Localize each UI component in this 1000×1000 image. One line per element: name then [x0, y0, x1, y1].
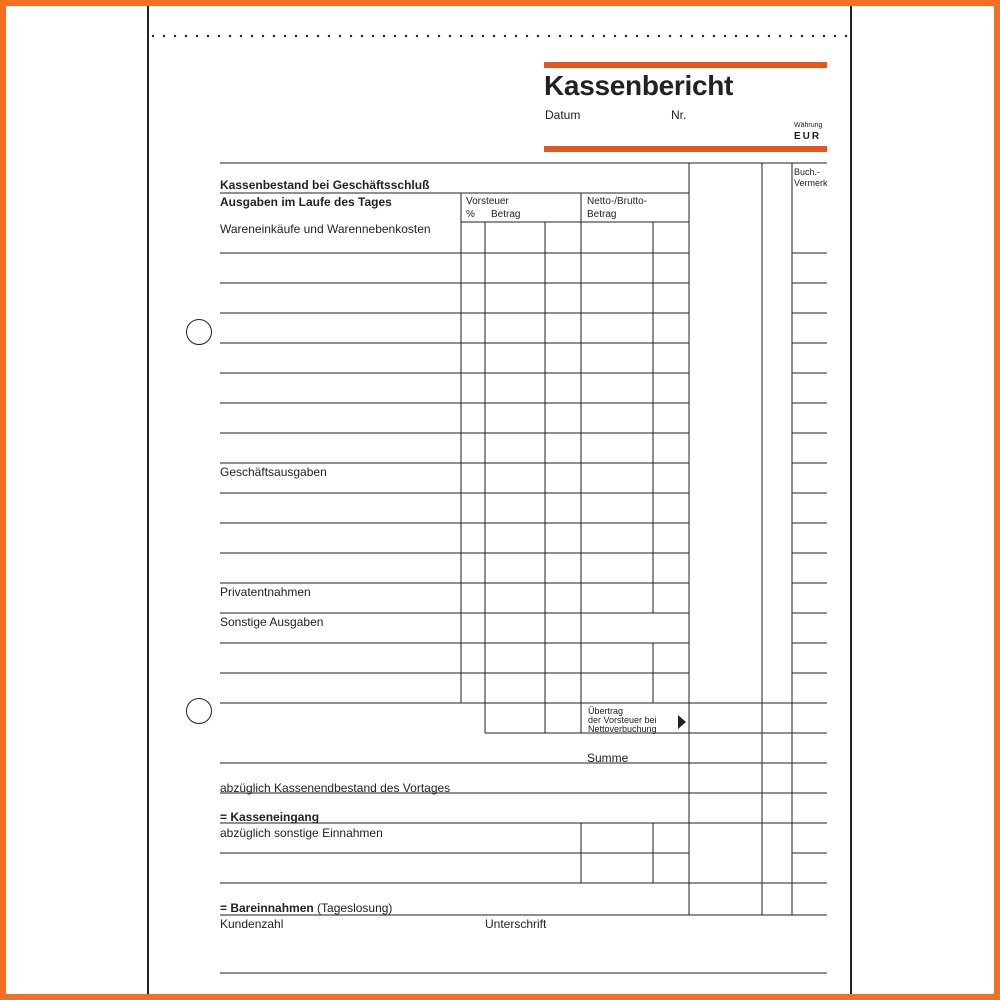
perforation-dot — [163, 35, 165, 37]
uebertrag-label-3: Nettoverbuchung — [588, 724, 657, 734]
vorsteuer-header: Vorsteuer — [466, 196, 509, 207]
tageslosung-label: (Tageslosung) — [317, 901, 393, 915]
perforation-dot — [757, 35, 759, 37]
perforation-dot — [295, 35, 297, 37]
perforation-dot — [658, 35, 660, 37]
nr-label: Nr. — [671, 108, 687, 122]
perforation-dot — [713, 35, 715, 37]
perforation-dot — [240, 35, 242, 37]
perforation-dot — [812, 35, 814, 37]
abzueglich-kassenendbestand-label: abzüglich Kassenendbestand des Vortages — [220, 781, 451, 795]
perforation-dot — [768, 35, 770, 37]
perforation-dot — [306, 35, 308, 37]
uebertrag-arrow-icon — [678, 715, 686, 729]
title-accent-bar-bottom — [544, 146, 827, 152]
punch-hole-top — [186, 319, 212, 345]
perforation-dot — [372, 35, 374, 37]
kundenzahl-label: Kundenzahl — [220, 917, 284, 931]
perforation-dot — [449, 35, 451, 37]
wareneinkaeufe-label: Wareneinkäufe und Warennebenkosten — [220, 222, 431, 236]
privatentnahmen-label: Privatentnahmen — [220, 585, 311, 599]
perforation-dot — [625, 35, 627, 37]
perforation-dot — [394, 35, 396, 37]
perforation-dot — [614, 35, 616, 37]
title-accent-bar-top — [544, 62, 827, 68]
uebertrag-label-1: Übertrag — [588, 706, 624, 716]
kassenbestand-heading: Kassenbestand bei Geschäftsschluß — [220, 178, 430, 192]
perforation-dot — [779, 35, 781, 37]
perforation-dot — [845, 35, 847, 37]
perforation-dot — [647, 35, 649, 37]
perforation-dot — [493, 35, 495, 37]
perforation-dot — [273, 35, 275, 37]
perforation-dot — [504, 35, 506, 37]
perforation-dot — [746, 35, 748, 37]
perforation-dot — [460, 35, 462, 37]
geschaeftsausgaben-label: Geschäftsausgaben — [220, 465, 327, 479]
datum-label: Datum — [545, 108, 581, 122]
perforation-dot — [592, 35, 594, 37]
summe-label: Summe — [587, 751, 629, 765]
perforation-dot — [603, 35, 605, 37]
perforation-dot — [174, 35, 176, 37]
buchvermerk-label-2: Vermerk — [794, 178, 828, 188]
perforation-dot — [790, 35, 792, 37]
perforation-dot — [570, 35, 572, 37]
perforation-dot — [185, 35, 187, 37]
form-title: Kassenbericht — [544, 70, 734, 101]
uebertrag-label-2: der Vorsteuer bei — [588, 715, 657, 725]
abzueglich-sonstige-label: abzüglich sonstige Einnahmen — [220, 826, 383, 840]
perforation-dot — [735, 35, 737, 37]
netto-betrag-header: Betrag — [587, 209, 617, 220]
bareinnahmen-label — [220, 901, 392, 915]
perforation-dot — [350, 35, 352, 37]
perforation-dot — [636, 35, 638, 37]
vorsteuer-betrag-header: Betrag — [491, 209, 521, 220]
perforation-dot — [581, 35, 583, 37]
perforation-dot — [328, 35, 330, 37]
perforation-dot — [416, 35, 418, 37]
perforation-dot — [526, 35, 528, 37]
perforation-dot — [251, 35, 253, 37]
perforation-dot — [262, 35, 264, 37]
perforation-dot — [823, 35, 825, 37]
sonstige-ausgaben-label: Sonstige Ausgaben — [220, 615, 324, 629]
perforation-dot — [229, 35, 231, 37]
perforation-dot — [196, 35, 198, 37]
buchvermerk-label-1: Buch.- — [794, 167, 821, 177]
perforation-dot — [152, 35, 154, 37]
perforation-dot — [691, 35, 693, 37]
perforation-dot — [317, 35, 319, 37]
perforation-dot — [834, 35, 836, 37]
perforation-dot — [471, 35, 473, 37]
kasseneingang-label: = Kasseneingang — [220, 810, 320, 824]
perforation-dot — [438, 35, 440, 37]
waehrung-label: Währung — [794, 122, 823, 129]
perforation-dot — [361, 35, 363, 37]
netto-brutto-header: Netto-/Brutto- — [587, 196, 648, 207]
perforation-dot — [559, 35, 561, 37]
unterschrift-label: Unterschrift — [485, 917, 547, 931]
perforation-dot — [405, 35, 407, 37]
perforation-dot — [515, 35, 517, 37]
perforation-dot — [801, 35, 803, 37]
percent-header: % — [466, 209, 475, 220]
perforation-dot — [548, 35, 550, 37]
perforation-dot — [427, 35, 429, 37]
ausgaben-heading: Ausgaben im Laufe des Tages — [220, 195, 392, 209]
perforation-dot — [537, 35, 539, 37]
perforation-dot — [669, 35, 671, 37]
perforation-dot — [218, 35, 220, 37]
perforation-dot — [702, 35, 704, 37]
punch-hole-bottom — [186, 698, 212, 724]
perforation-dot — [339, 35, 341, 37]
currency-value: EUR — [794, 131, 822, 142]
bareinnahmen-strong: = Bareinnahmen — [220, 901, 314, 915]
perforation-dot — [680, 35, 682, 37]
perforation-dot — [207, 35, 209, 37]
perforation-dot — [284, 35, 286, 37]
perforation-dot — [383, 35, 385, 37]
perforation-dot — [724, 35, 726, 37]
perforation-dot — [482, 35, 484, 37]
